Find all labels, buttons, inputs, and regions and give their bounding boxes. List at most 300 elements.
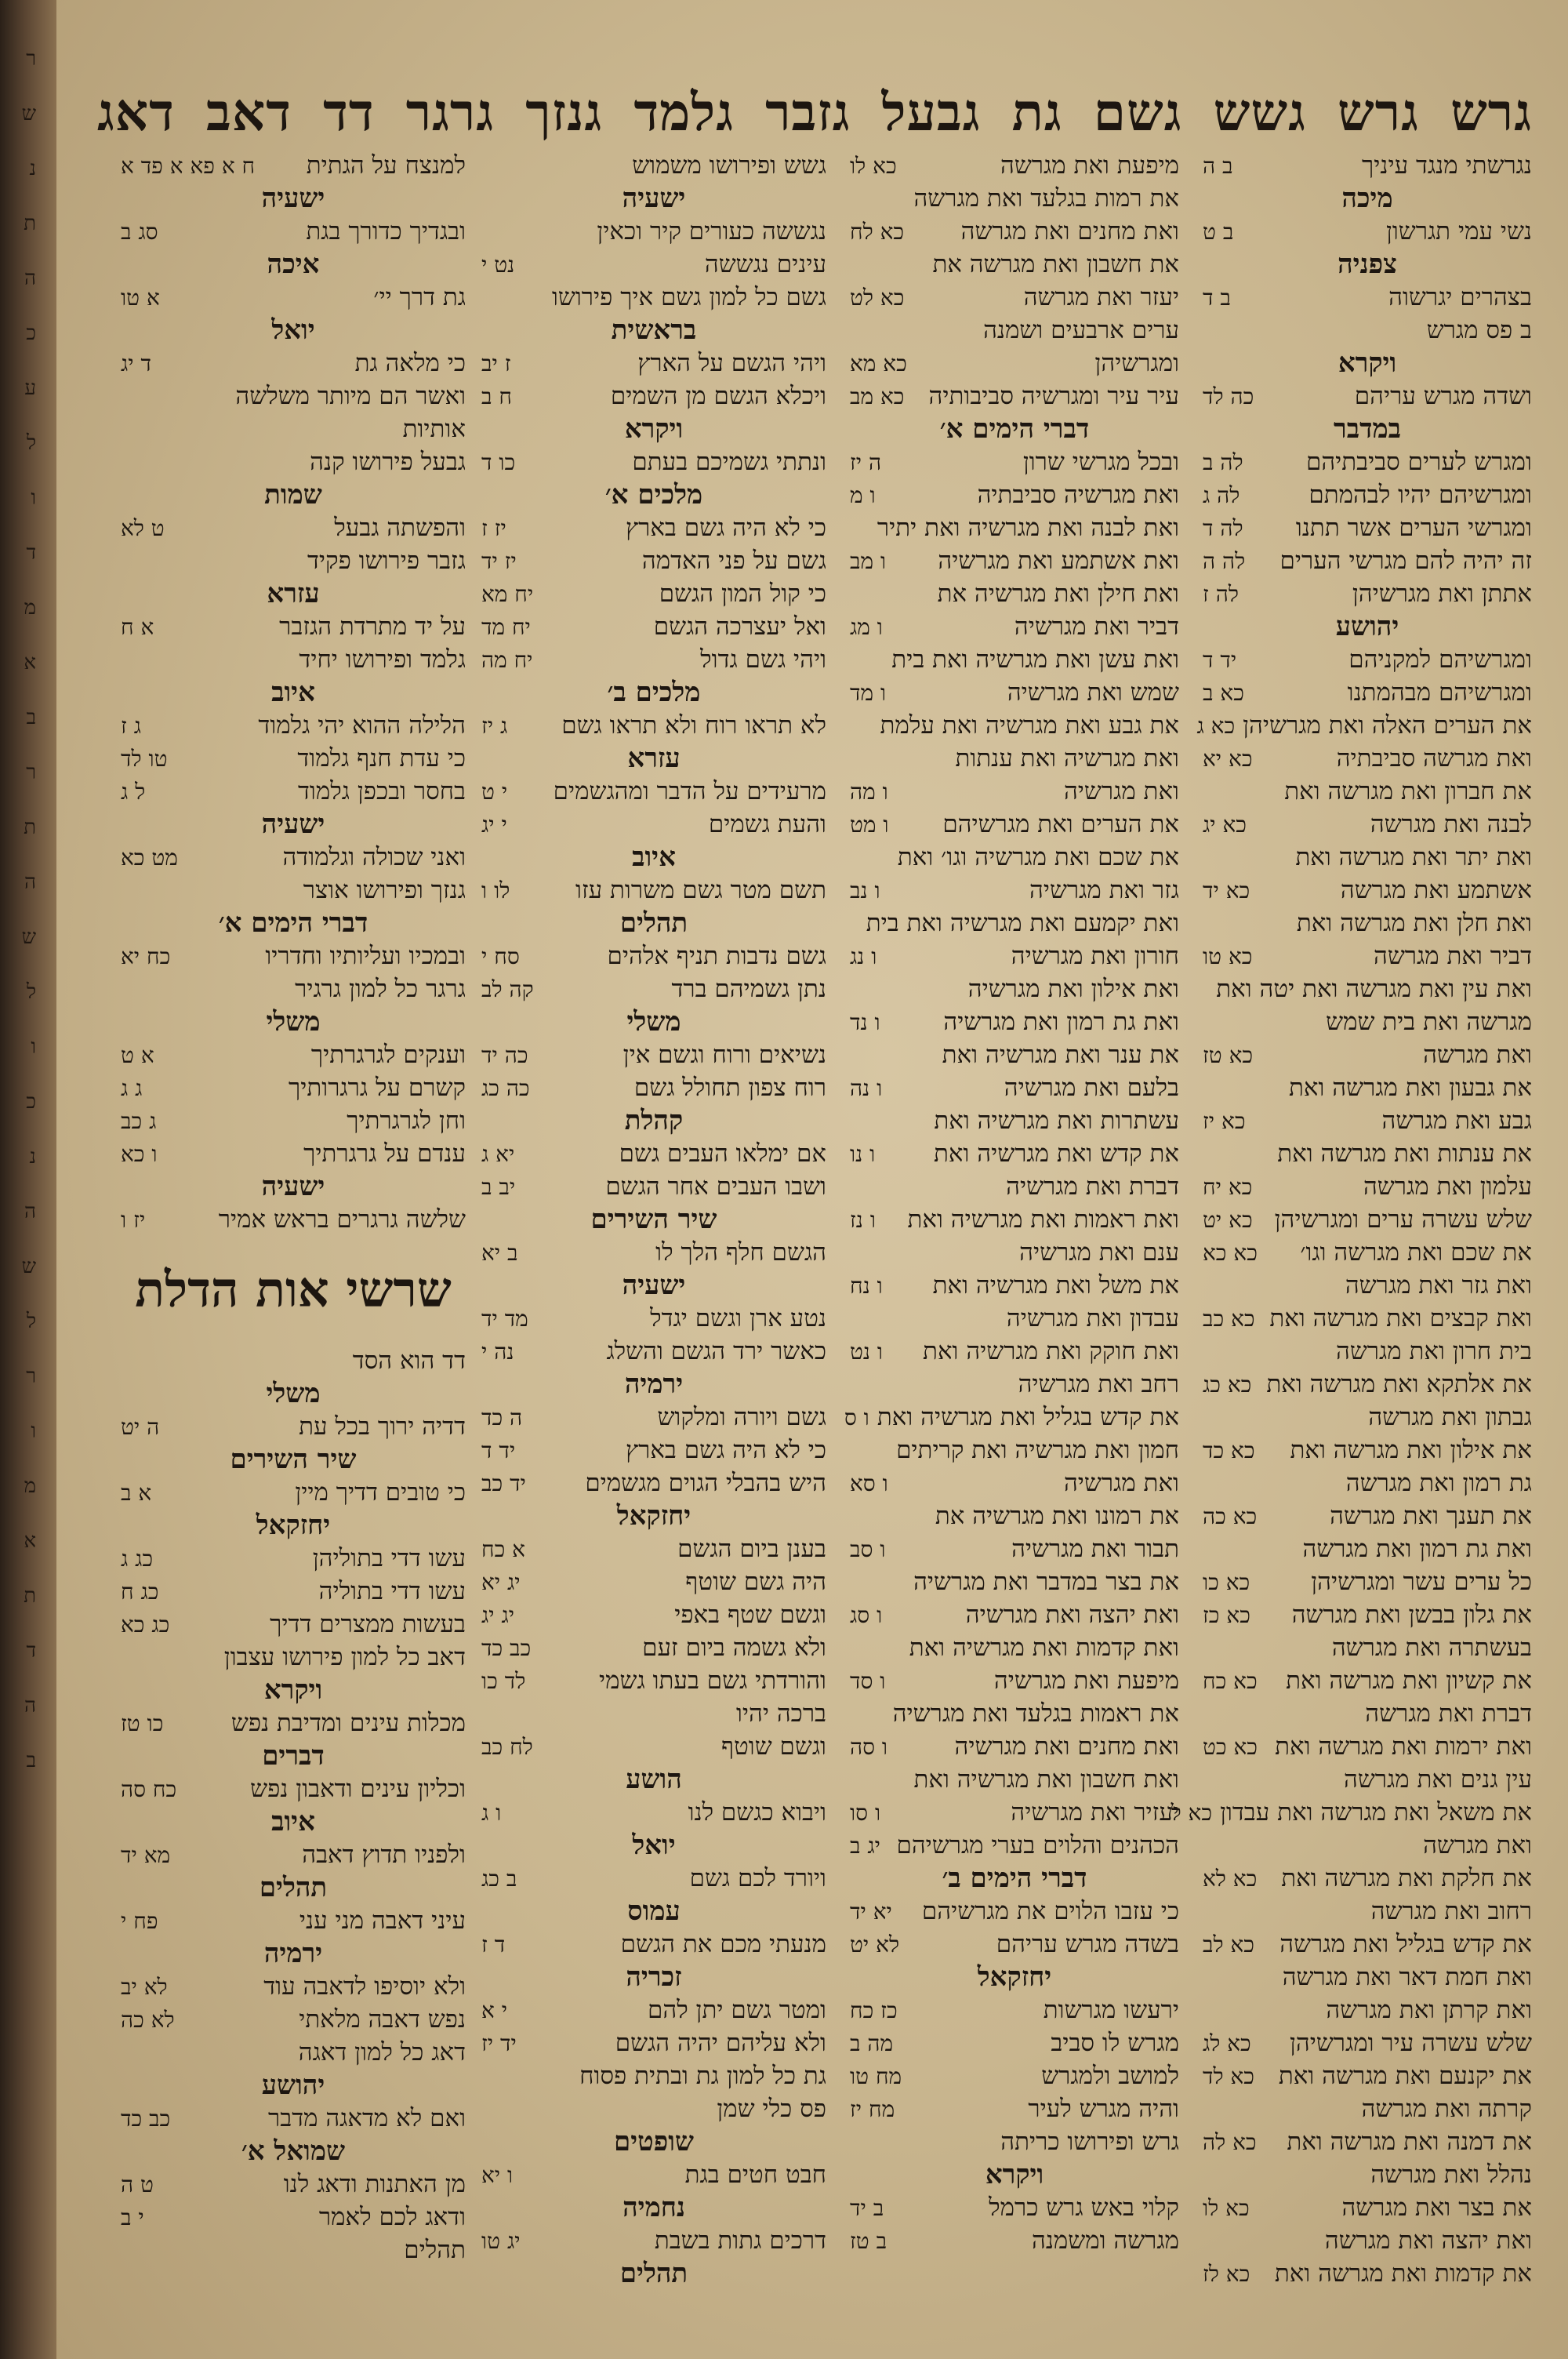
verse-text: אשתמע ואת מגרשה	[1340, 876, 1532, 904]
verse-reference: יג טו	[481, 2228, 521, 2254]
verse-text: ואת אשתמע ואת מגרשיה	[938, 547, 1179, 575]
verse-text: כאשר ירד הגשם והשלג	[606, 1337, 826, 1365]
verse-text: נשיאים ורוח וגשם אין	[622, 1041, 826, 1069]
margin-letter: ו	[31, 1419, 36, 1443]
verse-text: וגשם שוטף	[721, 1732, 826, 1761]
book-heading: הושע	[626, 1764, 682, 1795]
verse-text: ולא עליהם יהיה הגשם	[615, 2029, 826, 2057]
verse-text: את הערים ואת מגרשיהם	[942, 810, 1179, 838]
verse-entry	[121, 2168, 466, 2201]
verse-entry	[121, 2003, 466, 2036]
verse-entry	[1203, 544, 1532, 577]
verse-entry	[121, 380, 466, 413]
verse-reference: ו נה	[850, 1075, 883, 1101]
verse-text: את אלתקא ואת מגרשה ואת	[1266, 1370, 1532, 1398]
verse-entry	[481, 544, 826, 577]
verse-entry	[1203, 314, 1532, 347]
verse-entry	[481, 1170, 826, 1203]
margin-letter: ר	[26, 1365, 36, 1388]
column-4	[121, 149, 466, 2266]
verse-reference: ו סד	[850, 1668, 886, 1694]
verse-text: תשם מטר גשם משרות עזו	[575, 876, 826, 904]
verse-entry	[1203, 1401, 1532, 1434]
verse-text: כי לא היה גשם בארץ	[625, 1436, 826, 1464]
verse-entry	[1203, 1499, 1532, 1532]
verse-entry	[1203, 2257, 1532, 2290]
margin-letter: ו	[31, 486, 36, 510]
verse-text: ובמכיו ועליותיו וחדריו	[265, 942, 466, 970]
verse-entry	[850, 643, 1179, 676]
verse-reference: יח מא	[481, 581, 534, 607]
verse-text: גשם כל למון גשם איך פירושו	[551, 283, 826, 311]
verse-reference: כא כט	[1203, 1734, 1258, 1760]
verse-text: רוח צפון תחולל גשם	[633, 1074, 826, 1102]
verse-entry	[1203, 940, 1532, 972]
verse-reference: כא כג	[1203, 1372, 1252, 1398]
verse-entry	[850, 610, 1179, 643]
verse-entry	[1203, 1368, 1532, 1401]
verse-text: ובגדיך כדורך בגת	[306, 217, 466, 245]
verse-reference: ג כב	[121, 1108, 157, 1134]
verse-reference: כא ל	[1171, 1800, 1213, 1826]
verse-entry	[850, 2059, 1179, 2092]
verse-entry	[481, 940, 826, 972]
verse-entry	[850, 1203, 1179, 1236]
verse-entry	[850, 775, 1179, 808]
verse-entry	[121, 1772, 466, 1805]
verse-entry	[1203, 1598, 1532, 1631]
verse-reference: כא לה	[1203, 2129, 1257, 2155]
verse-reference: פח י	[121, 1908, 158, 1934]
verse-entry	[850, 380, 1179, 413]
verse-reference: יז יד	[481, 548, 517, 574]
verse-reference: ו נד	[850, 1009, 880, 1035]
verse-entry	[1203, 1038, 1532, 1071]
verse-entry	[1203, 1302, 1532, 1335]
verse-entry	[1203, 972, 1532, 1005]
verse-text: ואת יתר ואת מגרשה ואת	[1295, 843, 1532, 871]
verse-entry	[850, 1796, 1179, 1829]
book-heading: תהלים	[619, 907, 688, 939]
verse-reference: ו מ	[850, 482, 876, 508]
verse-entry	[481, 874, 826, 907]
book-heading: יהושע	[1335, 611, 1399, 642]
verse-text: קשרם על גרגרותיך	[289, 1074, 466, 1102]
verse-reference: ז יב	[481, 351, 511, 376]
verse-text: את רמות בגלעד ואת מגרשה	[913, 184, 1179, 213]
verse-text: גשם נדבות תניף אלהים	[607, 942, 826, 970]
verse-reference: כג ג	[121, 1546, 154, 1572]
verse-text: והעת גשמים	[708, 810, 826, 838]
verse-entry	[121, 775, 466, 808]
verse-entry	[850, 1269, 1179, 1302]
verse-text: הגשם חלף הלך לו	[655, 1238, 826, 1267]
verse-text: את גבע ואת מגרשיה ואת עלמת	[880, 711, 1179, 740]
verse-entry	[1203, 775, 1532, 808]
verse-entry	[1203, 808, 1532, 841]
verse-entry	[481, 2224, 826, 2257]
header-root-word: גרגר	[405, 81, 495, 143]
verse-entry	[850, 1038, 1179, 1071]
verse-text: למנצח על הגתית	[306, 151, 466, 180]
verse-reference: נה י	[481, 1339, 514, 1365]
book-heading: איוב	[271, 677, 315, 708]
verse-entry	[481, 1664, 826, 1697]
verse-entry	[850, 1565, 1179, 1598]
verse-entry	[481, 149, 826, 182]
verse-reference: כח יא	[121, 943, 171, 969]
column-2	[844, 149, 1179, 2257]
verse-text: את משאל ואת מגרשה ואת עבדון	[1220, 1798, 1532, 1826]
verse-text: גזר ואת מגרשיה	[1029, 876, 1179, 904]
verse-text: ואת מגרשה סביבתיה	[1336, 744, 1532, 772]
verse-entry	[121, 1542, 466, 1575]
book-heading: ויקרא	[1338, 347, 1397, 379]
verse-entry	[121, 544, 466, 577]
verse-reference: יב ב	[481, 1174, 516, 1200]
verse-reference: כא לו	[850, 153, 897, 179]
verse-entry	[121, 1904, 466, 1937]
verse-text: ואת ירמות ואת מגרשה ואת	[1275, 1732, 1532, 1761]
book-heading: משלי	[266, 1378, 321, 1409]
book-heading: ויקרא	[263, 1674, 323, 1706]
verse-reference: כא לד	[1203, 2063, 1254, 2089]
verse-text: את ענתות ואת מגרשה ואת	[1277, 1140, 1532, 1168]
verse-text: את קדש בגליל ואת מגרשיה ואת	[877, 1403, 1179, 1431]
verse-reference: י יג	[481, 812, 507, 838]
verse-entry	[481, 1467, 826, 1499]
verse-text: כל ערים עשר ומגרשיהן	[1311, 1568, 1532, 1596]
verse-entry	[481, 1137, 826, 1170]
margin-letter: ב	[26, 1749, 36, 1772]
verse-entry	[850, 1664, 1179, 1697]
verse-entry	[1203, 1532, 1532, 1565]
verse-reference: כא לו	[1203, 2195, 1250, 2221]
book-heading: ישעיה	[622, 1270, 686, 1301]
verse-text: גשם על פני האדמה	[641, 547, 826, 575]
verse-text: דדיה ירוך בכל עת	[299, 1412, 466, 1441]
verse-reference: ח ב	[481, 383, 512, 409]
book-heading: עזרא	[267, 578, 320, 609]
verse-text: ואת מגרשיה סביבתיה	[977, 481, 1179, 509]
verse-entry	[121, 742, 466, 775]
verse-text: ואם לא מדאגה מדבר	[268, 2104, 466, 2132]
verse-entry	[481, 445, 826, 478]
verse-reference: ו סג	[850, 1602, 883, 1628]
verse-entry	[1203, 1203, 1532, 1236]
verse-text: גשם ויורה ומלקוש	[657, 1403, 826, 1431]
verse-text: כי עדת חנף גלמוד	[297, 744, 466, 772]
verse-text: ב פס מגרש	[1426, 316, 1532, 344]
verse-reference: ו מד	[850, 680, 887, 706]
verse-text: ויהי הגשם על הארץ	[637, 349, 826, 377]
book-heading: איוב	[271, 1806, 315, 1837]
verse-text: ומטר גשם יתן להם	[648, 1996, 826, 2024]
verse-text: ולא גשמה ביום זעם	[642, 1634, 826, 1662]
margin-letter: מ	[24, 1474, 36, 1498]
verse-entry	[1203, 2191, 1532, 2224]
verse-reference: ו נז	[850, 1207, 876, 1233]
verse-text: היה גשם שוטף	[685, 1568, 826, 1596]
verse-text: גלמד ופירושו יחיד	[299, 645, 466, 674]
book-heading: נחמיה	[622, 2192, 685, 2223]
verse-text: בית חרון ואת מגרשה	[1336, 1337, 1532, 1365]
verse-reference: כב כד	[481, 1635, 532, 1661]
verse-text: ואת גת רמון ואת מגרשה	[1302, 1535, 1532, 1563]
verse-entry	[481, 281, 826, 314]
verse-entry	[121, 1476, 466, 1509]
verse-text: את קדש בגליל ואת מגרשה	[1279, 1930, 1532, 1958]
verse-entry	[850, 1005, 1179, 1038]
verse-reference: כא לא	[1203, 1866, 1258, 1892]
verse-text: ואת יהצה ואת מגרשה	[1324, 2226, 1532, 2255]
verse-entry	[121, 874, 466, 907]
verse-reference: י ט	[481, 779, 508, 805]
verse-text: עשו דדי בתוליה	[318, 1577, 466, 1605]
verse-text: את בצר ואת מגרשה	[1341, 2194, 1532, 2222]
header-root-word: גשש	[1213, 81, 1306, 143]
verse-text: בשדה מגרש עריהם	[996, 1930, 1179, 1958]
verse-reference: כא ב	[1203, 680, 1244, 706]
verse-text: ואני שכולה וגלמודה	[282, 843, 466, 871]
verse-entry	[850, 215, 1179, 248]
verse-reference: כב כד	[121, 2106, 171, 2132]
verse-reference: כא מב	[850, 383, 905, 409]
verse-text: את גבעון ואת מגרשה ואת	[1289, 1074, 1532, 1102]
margin-letter: ש	[21, 1255, 36, 1278]
verse-entry	[121, 281, 466, 314]
verse-text: גזבר פירושו פקיד	[307, 547, 466, 575]
verse-entry	[121, 2036, 466, 2069]
verse-entry	[481, 1730, 826, 1763]
verse-entry	[1203, 907, 1532, 940]
verse-text: נגרשתי מנגד עיניך	[1362, 151, 1532, 180]
verse-entry	[1203, 1928, 1532, 1961]
verse-entry	[121, 413, 466, 445]
verse-text: ויכלא הגשם מן השמים	[610, 382, 826, 410]
verse-entry	[481, 2026, 826, 2059]
margin-letter: ה	[24, 267, 36, 290]
verse-entry	[850, 347, 1179, 380]
verse-entry	[850, 182, 1179, 215]
verse-text: ואת קדמות ואת מגרשיה ואת	[909, 1634, 1179, 1662]
verse-entry	[481, 1401, 826, 1434]
verse-entry	[850, 1335, 1179, 1368]
verse-text: עלמון ואת מגרשה	[1363, 1172, 1532, 1201]
verse-entry	[1171, 1796, 1532, 1829]
verse-reference: כא יא	[1203, 746, 1253, 772]
verse-entry	[481, 2092, 826, 2125]
verse-reference: א ח	[121, 614, 154, 640]
verse-entry	[1203, 1895, 1532, 1928]
margin-letter: נ	[29, 1145, 36, 1169]
verse-reference: יג יא	[481, 1569, 521, 1595]
verse-text: לא תראו רוח ולא תראו גשם	[561, 711, 826, 740]
column-1	[1171, 149, 1532, 2290]
verse-reference: כא כב	[1203, 1306, 1255, 1332]
verse-reference: יח מה	[481, 647, 533, 673]
verse-text: ושבו העבים אחר הגשם	[605, 1172, 826, 1201]
verse-text: קרתה ואת מגרשה	[1361, 2095, 1532, 2123]
verse-entry	[481, 347, 826, 380]
verse-text: תהלים	[404, 2236, 466, 2264]
verse-entry	[121, 709, 466, 742]
header-root-word: גרש	[1338, 81, 1419, 143]
verse-text: בענן ביום הגשם	[677, 1535, 826, 1563]
verse-text: גרגר כל למון גרגיר	[295, 975, 466, 1003]
margin-letter: ע	[24, 376, 36, 400]
verse-text: את חשבון ואת מגרשה את	[932, 250, 1179, 278]
verse-text: את הערים האלה ואת מגרשיהן	[1243, 711, 1532, 740]
verse-text: גנזך ופירושו אוצר	[303, 876, 466, 904]
verse-text: ואל יעצרכה הגשם	[653, 612, 826, 641]
verse-reference: ו נט	[850, 1339, 884, 1365]
book-heading: דברי הימים א׳	[218, 907, 368, 939]
book-heading: ירמיה	[624, 1369, 684, 1400]
verse-entry	[481, 1994, 826, 2026]
book-spine	[0, 0, 56, 2359]
verse-text: בעשתרה ואת מגרשה	[1331, 1634, 1532, 1662]
running-header	[97, 69, 1532, 155]
verse-text: הכהנים והלוים בערי מגרשיהם	[896, 1831, 1179, 1859]
verse-reference: ו ס	[844, 1405, 869, 1430]
verse-text: והפשתה גבעל	[334, 514, 466, 542]
verse-entry	[481, 775, 826, 808]
verse-reference: יא יד	[850, 1899, 892, 1925]
verse-reference: ה יט	[121, 1414, 160, 1440]
header-root-word: גרש	[1450, 81, 1532, 143]
verse-text: יעזר ואת מגרשה	[1023, 283, 1179, 311]
verse-reference: ו ג	[481, 1800, 502, 1826]
verse-text: גרש ופירושו כריתה	[1000, 2128, 1179, 2156]
verse-text: ולא יוסיפו לדאבה עוד	[263, 1972, 466, 2001]
verse-entry	[121, 643, 466, 676]
verse-text: מגרשה ומשמנה	[1031, 2226, 1179, 2255]
verse-entry	[121, 940, 466, 972]
book-heading: תהלים	[259, 1872, 328, 1903]
verse-text: דברת ואת מגרשה	[1365, 1699, 1532, 1728]
verse-text: ואת מחנים ואת מגרשה	[960, 217, 1179, 245]
verse-entry	[1203, 1664, 1532, 1697]
margin-letter: ת	[24, 212, 36, 235]
verse-entry	[1203, 1170, 1532, 1203]
book-heading: קהלת	[624, 1105, 684, 1136]
verse-reference: לא כה	[121, 2007, 175, 2033]
verse-text: גת כל למון גת ובתית פסוח	[579, 2062, 826, 2090]
verse-reference: לה ה	[1203, 548, 1246, 574]
margin-letter: א	[24, 1529, 36, 1553]
verse-entry	[1203, 380, 1532, 413]
header-root-word: גשם	[1093, 81, 1182, 143]
verse-text: עשו דדי בתוליהן	[312, 1544, 466, 1572]
facing-page-fragment	[5, 31, 36, 1788]
verse-reference: ט לא	[121, 515, 165, 541]
verse-text: רחב ואת מגרשיה	[1018, 1370, 1179, 1398]
verse-text: ואת מגרשה	[1423, 1831, 1532, 1859]
verse-text: וכליון עינים ודאבון נפש	[250, 1775, 466, 1803]
verse-reference: ג ז	[121, 713, 141, 739]
verse-reference: כא יד	[1203, 878, 1250, 903]
verse-reference: ח א פא א פד א	[121, 153, 256, 179]
verse-text: אותיות	[402, 415, 466, 443]
book-heading: ישעיה	[261, 809, 325, 840]
verse-reference: ו סו	[850, 1800, 881, 1826]
verse-reference: כא יט	[1203, 1207, 1253, 1233]
verse-text: כי עזבו הלוים את מגרשיהם	[921, 1897, 1179, 1925]
margin-letter: ה	[24, 1694, 36, 1717]
verse-text: למושב ולמגרש	[1041, 2062, 1179, 2090]
verse-text: וענקים לגרגרתיך	[310, 1041, 466, 1069]
verse-entry	[481, 1236, 826, 1269]
verse-entry	[481, 808, 826, 841]
verse-entry	[850, 841, 1179, 874]
verse-entry	[121, 1608, 466, 1641]
verse-entry	[850, 2224, 1179, 2257]
verse-reference: כא כז	[1203, 1602, 1250, 1628]
book-heading: שמות	[264, 479, 322, 511]
verse-reference: ב יא	[481, 1240, 518, 1266]
verse-text: ואשר הם מיותר משלשה	[235, 382, 466, 410]
book-heading: דברי הימים א׳	[939, 413, 1090, 445]
verse-reference: כא כא	[1203, 1240, 1258, 1266]
verse-entry	[1203, 1104, 1532, 1137]
verse-entry	[850, 1532, 1179, 1565]
verse-text: גבעל פירושו קנה	[310, 448, 466, 476]
verse-reference: טו לד	[121, 746, 168, 772]
verse-entry	[481, 1071, 826, 1104]
verse-entry	[1203, 1005, 1532, 1038]
verse-text: גבע ואת מגרשה	[1381, 1107, 1532, 1135]
verse-entry	[850, 544, 1179, 577]
verse-text: ואת יקמעם ואת מגרשיה ואת בית	[866, 909, 1179, 937]
verse-entry	[850, 1467, 1179, 1499]
margin-letter: מ	[24, 596, 36, 620]
verse-entry	[850, 1071, 1179, 1104]
verse-text: ואת קרתן ואת מגרשה	[1326, 1996, 1532, 2024]
verse-entry	[121, 1838, 466, 1871]
verse-reference: ג יז	[481, 713, 508, 739]
verse-text: עינים נגששה	[704, 250, 826, 278]
verse-text: ואת גזר ואת מגרשה	[1345, 1271, 1532, 1299]
verse-entry	[121, 1203, 466, 1236]
verse-text: את רמונו ואת מגרשיה את	[935, 1502, 1179, 1530]
margin-letter: ת	[24, 1584, 36, 1608]
verse-entry	[1203, 215, 1532, 248]
verse-text: ומגרשיהם למקניהם	[1348, 645, 1532, 674]
verse-reference: יח מד	[481, 614, 531, 640]
verse-entry	[121, 1344, 466, 1377]
verse-text: בלעם ואת מגרשיה	[1004, 1074, 1179, 1102]
verse-text: ובכל מגרשי שרון	[1022, 448, 1179, 476]
verse-reference: כא טז	[1203, 1042, 1254, 1068]
book-heading: עמוס	[627, 1896, 681, 1927]
verse-reference: ב ד	[1203, 285, 1231, 311]
verse-text: ומגרשיהן	[1094, 349, 1179, 377]
verse-reference: לה ב	[1203, 449, 1243, 475]
verse-text: גת רמון ואת מגרשה	[1345, 1469, 1532, 1497]
book-heading: שיר השירים	[230, 1444, 357, 1475]
verse-text: ואת מגרשיה	[1063, 1469, 1179, 1497]
verse-text: ודאג לכם לאמר	[318, 2203, 466, 2231]
verse-reference: כו ד	[481, 449, 516, 475]
verse-text: את שכם ואת מגרשיה וגו׳ ואת	[897, 843, 1179, 871]
verse-entry	[121, 149, 466, 182]
header-root-word: גבעל	[881, 81, 981, 143]
margin-letter: ת	[24, 816, 36, 839]
verse-reference: י א	[481, 1997, 508, 2023]
margin-letter: ד	[26, 1639, 36, 1663]
verse-reference: יד ד	[1203, 647, 1237, 673]
